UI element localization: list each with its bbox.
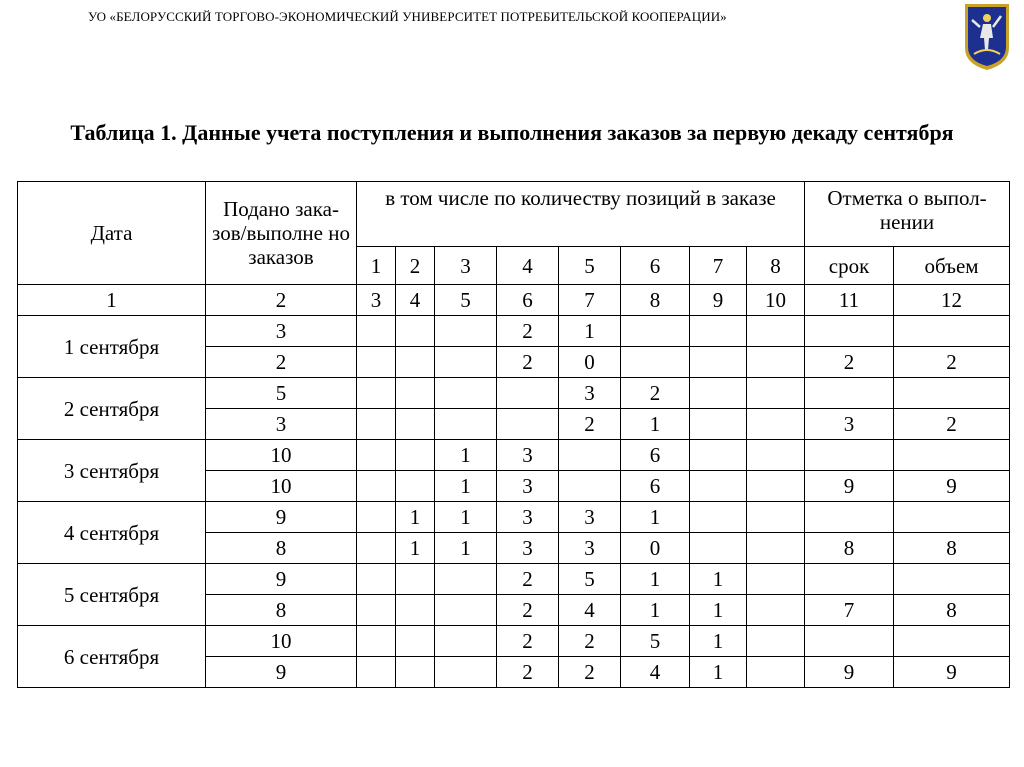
table-cell [690, 533, 747, 564]
column-number: 4 [396, 285, 435, 316]
table-cell [357, 533, 396, 564]
table-cell: 10 [206, 440, 357, 471]
column-number: 1 [18, 285, 206, 316]
table-cell: 1 [559, 316, 621, 347]
table-cell [435, 564, 497, 595]
table-cell: 2 [559, 626, 621, 657]
table-cell: 2 [497, 626, 559, 657]
table-cell [435, 657, 497, 688]
table-cell: 2 [621, 378, 690, 409]
column-number: 5 [435, 285, 497, 316]
orders-table [17, 181, 1010, 688]
col-header-orders: Подано зака-зов/выполне но заказов [206, 182, 357, 285]
table-cell [396, 347, 435, 378]
table-cell: 2 [497, 595, 559, 626]
column-number: 12 [894, 285, 1010, 316]
table-cell: 3 [559, 502, 621, 533]
table-cell: 0 [621, 533, 690, 564]
date-cell: 4 сентября [18, 502, 206, 564]
table-cell [396, 316, 435, 347]
university-emblem-icon [962, 2, 1012, 72]
table-cell: 0 [559, 347, 621, 378]
table-cell: 1 [690, 626, 747, 657]
table-cell [396, 626, 435, 657]
table-cell: 9 [206, 564, 357, 595]
date-cell: 5 сентября [18, 564, 206, 626]
table-cell [396, 595, 435, 626]
table-cell [435, 409, 497, 440]
table-cell: 8 [805, 533, 894, 564]
table-cell [357, 502, 396, 533]
table-cell [559, 440, 621, 471]
table-cell [805, 316, 894, 347]
table-cell [805, 564, 894, 595]
table-cell [690, 471, 747, 502]
table-cell [747, 409, 805, 440]
table-cell [396, 378, 435, 409]
col-header-date: Дата [18, 182, 206, 285]
table-cell: 1 [690, 657, 747, 688]
column-number: 9 [690, 285, 747, 316]
table-cell: 7 [805, 595, 894, 626]
table-cell [747, 316, 805, 347]
mark-subheader: срок [805, 247, 894, 285]
table-cell [747, 533, 805, 564]
table-cell: 9 [894, 471, 1010, 502]
table-cell [747, 657, 805, 688]
table-cell [357, 347, 396, 378]
table-cell [357, 471, 396, 502]
date-cell: 6 сентября [18, 626, 206, 688]
table-cell: 3 [497, 502, 559, 533]
table-cell: 5 [621, 626, 690, 657]
table-cell [894, 564, 1010, 595]
table-cell: 2 [497, 657, 559, 688]
table-cell: 10 [206, 626, 357, 657]
table-row [18, 626, 1010, 657]
table-cell: 8 [894, 533, 1010, 564]
table-row [18, 564, 1010, 595]
table-cell [747, 626, 805, 657]
table-cell: 9 [206, 502, 357, 533]
position-number-header: 6 [621, 247, 690, 285]
table-cell: 1 [435, 471, 497, 502]
table-cell [435, 316, 497, 347]
column-number: 2 [206, 285, 357, 316]
table-cell: 9 [805, 471, 894, 502]
table-cell: 1 [621, 595, 690, 626]
table-cell: 1 [621, 409, 690, 440]
date-cell: 2 сентября [18, 378, 206, 440]
table-cell: 2 [206, 347, 357, 378]
table-cell: 3 [805, 409, 894, 440]
table-cell [894, 440, 1010, 471]
table-cell: 10 [206, 471, 357, 502]
table-cell [396, 564, 435, 595]
position-number-header: 8 [747, 247, 805, 285]
table-cell: 3 [497, 471, 559, 502]
table-cell: 1 [435, 502, 497, 533]
table-cell: 1 [396, 533, 435, 564]
table-cell [621, 347, 690, 378]
table-cell [690, 409, 747, 440]
table-cell: 9 [206, 657, 357, 688]
column-number: 10 [747, 285, 805, 316]
table-cell [435, 595, 497, 626]
table-cell [357, 378, 396, 409]
table-cell: 5 [206, 378, 357, 409]
table-cell: 2 [894, 409, 1010, 440]
date-cell: 1 сентября [18, 316, 206, 378]
table-cell [747, 440, 805, 471]
table-cell [805, 626, 894, 657]
column-number: 3 [357, 285, 396, 316]
position-number-header: 3 [435, 247, 497, 285]
table-cell: 2 [805, 347, 894, 378]
position-number-header: 4 [497, 247, 559, 285]
table-row [18, 440, 1010, 471]
table-cell [747, 564, 805, 595]
table-cell: 3 [559, 378, 621, 409]
col-header-positions: в том числе по количеству позиций в заказе [357, 182, 805, 247]
column-number: 11 [805, 285, 894, 316]
table-cell [894, 626, 1010, 657]
table-cell: 8 [894, 595, 1010, 626]
table-cell: 3 [559, 533, 621, 564]
column-number: 7 [559, 285, 621, 316]
table-cell: 3 [497, 440, 559, 471]
column-number: 8 [621, 285, 690, 316]
table-cell: 6 [621, 471, 690, 502]
table-cell [747, 347, 805, 378]
table-cell: 9 [894, 657, 1010, 688]
table-cell: 1 [690, 595, 747, 626]
table-cell: 4 [559, 595, 621, 626]
position-number-header: 2 [396, 247, 435, 285]
table-cell [747, 378, 805, 409]
table-cell [396, 409, 435, 440]
position-number-header: 5 [559, 247, 621, 285]
table-cell [894, 316, 1010, 347]
table-row [18, 378, 1010, 409]
table-row [18, 502, 1010, 533]
table-cell [357, 657, 396, 688]
table-cell: 2 [559, 657, 621, 688]
table-cell [357, 626, 396, 657]
table-cell: 6 [621, 440, 690, 471]
table-cell [894, 502, 1010, 533]
table-cell [357, 440, 396, 471]
table-cell [357, 409, 396, 440]
table-cell: 1 [435, 440, 497, 471]
table-cell [805, 378, 894, 409]
table-cell [747, 502, 805, 533]
date-cell: 3 сентября [18, 440, 206, 502]
table-cell [357, 564, 396, 595]
table-cell [747, 595, 805, 626]
table-cell: 8 [206, 595, 357, 626]
position-number-header: 7 [690, 247, 747, 285]
column-number: 6 [497, 285, 559, 316]
table-cell: 9 [805, 657, 894, 688]
table-cell [690, 502, 747, 533]
table-row [18, 316, 1010, 347]
table-title: Таблица 1. Данные учета поступления и выполнения заказов за первую декаду сентября [70, 120, 954, 145]
table-cell: 1 [621, 564, 690, 595]
table-cell: 2 [497, 347, 559, 378]
table-cell: 3 [206, 409, 357, 440]
position-number-header: 1 [357, 247, 396, 285]
table-cell: 3 [206, 316, 357, 347]
table-cell: 1 [435, 533, 497, 564]
table-cell [805, 502, 894, 533]
table-cell [357, 316, 396, 347]
table-cell [690, 316, 747, 347]
table-cell [747, 471, 805, 502]
table-cell [396, 440, 435, 471]
table-cell [396, 657, 435, 688]
table-cell [559, 471, 621, 502]
table-cell: 1 [621, 502, 690, 533]
col-header-mark: Отметка о выпол-нении [805, 182, 1010, 247]
table-cell [435, 347, 497, 378]
table-cell [690, 378, 747, 409]
table-cell [396, 471, 435, 502]
table-cell [497, 378, 559, 409]
table-cell [805, 440, 894, 471]
table-cell [435, 378, 497, 409]
table-cell: 2 [497, 316, 559, 347]
table-cell [435, 626, 497, 657]
table-cell: 2 [497, 564, 559, 595]
table-cell [621, 316, 690, 347]
table-cell [357, 595, 396, 626]
table-cell [497, 409, 559, 440]
table-cell [690, 440, 747, 471]
institution-header: УО «БЕЛОРУССКИЙ ТОРГОВО-ЭКОНОМИЧЕСКИЙ УНИВЕРСИТЕТ ПОТРЕБИТЕЛЬСКОЙ КООПЕРАЦИИ» [88, 9, 727, 24]
table-cell: 2 [894, 347, 1010, 378]
table-cell: 5 [559, 564, 621, 595]
table-cell: 8 [206, 533, 357, 564]
mark-subheader: объем [894, 247, 1010, 285]
table-cell: 4 [621, 657, 690, 688]
table-cell: 3 [497, 533, 559, 564]
table-cell: 1 [396, 502, 435, 533]
table-cell [690, 347, 747, 378]
table-cell [894, 378, 1010, 409]
table-cell: 1 [690, 564, 747, 595]
table-cell: 2 [559, 409, 621, 440]
